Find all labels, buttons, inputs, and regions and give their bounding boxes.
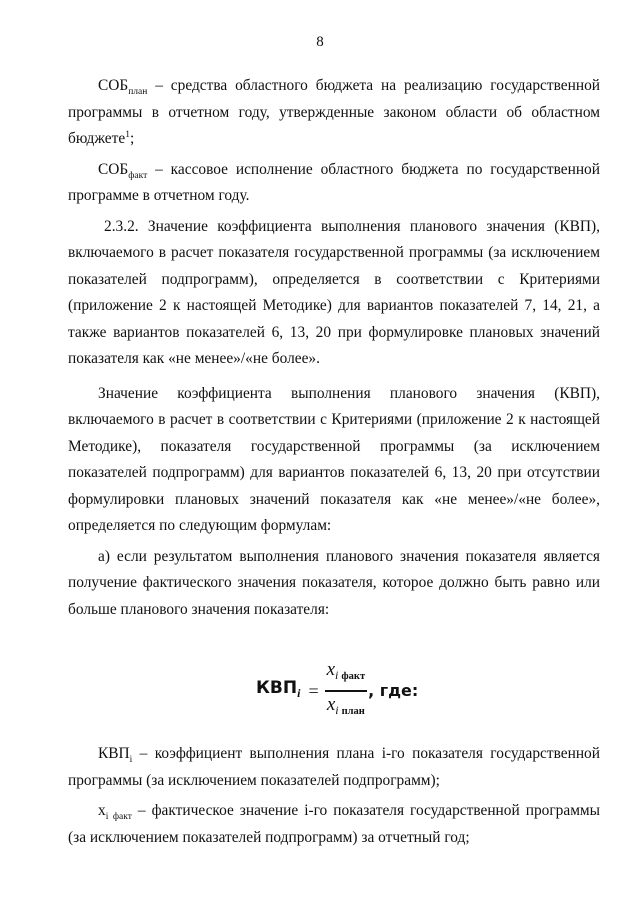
sob-plan-tail: ;	[129, 130, 135, 147]
formula-denominator: $x_i$ $_{план}$	[326, 693, 365, 717]
formula-lhs-sub: i	[297, 686, 301, 700]
paragraph-sob-fakt	[68, 157, 600, 210]
term-sub-i-fakt: i факт	[105, 812, 132, 823]
term-sub-i: i	[129, 755, 133, 766]
term-sub-plan: план	[128, 87, 148, 98]
term-sob: СОБ	[98, 160, 129, 178]
term-sob: СОБ	[98, 77, 129, 94]
formula-suffix: , где:	[368, 680, 419, 700]
formula-lhs: $КВП_i$	[256, 678, 301, 700]
paragraph-kvp-def	[68, 741, 600, 794]
document-body	[68, 73, 600, 851]
paragraph-sob-plan	[68, 73, 600, 153]
formula-block	[68, 623, 600, 741]
sob-fakt-text: – кассовое исполнение областного бюджета по государственной программе в отчетном году.	[68, 160, 600, 204]
paragraph-a: а) если результатом выполнения планового значения показателя является получение фактического значения показателя, которое должно быть равно или больше планового значения показателя:	[68, 547, 600, 618]
sob-plan-text: – средства областного бюджета на реализацию государственной программы в отчетном году, утвержденные законом области об областном бюджете	[68, 77, 600, 147]
kvp-def-text: – коэффициент выполнения плана i-го показателя государственной программы (за исключением показателей подпрограмм);	[68, 745, 600, 789]
x-fakt-def-text: – фактическое значение i-го показателя государственной программы (за исключением показателей подпрограмм) за отчетный год;	[68, 802, 601, 846]
page-number: 8	[316, 34, 324, 50]
term-x: x	[98, 802, 106, 819]
paragraph-x-fakt-def	[68, 798, 600, 851]
paragraph-2-3-2: 2.3.2. Значение коэффициента выполнения планового значения (КВП), включаемого в расчет показателя государственной программы (за исключением показателей подпрограмм), определяется в соответствии с Критериями (приложение 2 к настоящей Методике) для вариантов показателей 7, 14, 21, а также вариантов показателей 6, 13, 20 при формулировке плановых значений показателя как «не менее»/«не более».	[68, 217, 600, 367]
term-kvp: КВП	[98, 745, 130, 762]
paragraph-kvp-value: Значение коэффициента выполнения планового значения (КВП), включаемого в расчет в соответствии с Критериями (приложение 2 к настоящей Методике), показателя государственной программы (за исключением показателей подпрограмм) для вариантов показателей 6, 13, 20 при отсутствии формулировки плановых значений показателя как «не менее»/«не более», определяется по следующим формулам:	[68, 384, 600, 534]
fraction-bar	[325, 690, 368, 692]
formula-numerator: $x_i$ $_{факт}$	[326, 659, 366, 682]
footnote-mark: 1	[125, 129, 130, 140]
formula-equals: =	[308, 680, 319, 701]
term-sub-fakt: факт	[128, 170, 148, 181]
kvp-formula	[256, 659, 418, 723]
formula-fraction	[325, 659, 368, 723]
